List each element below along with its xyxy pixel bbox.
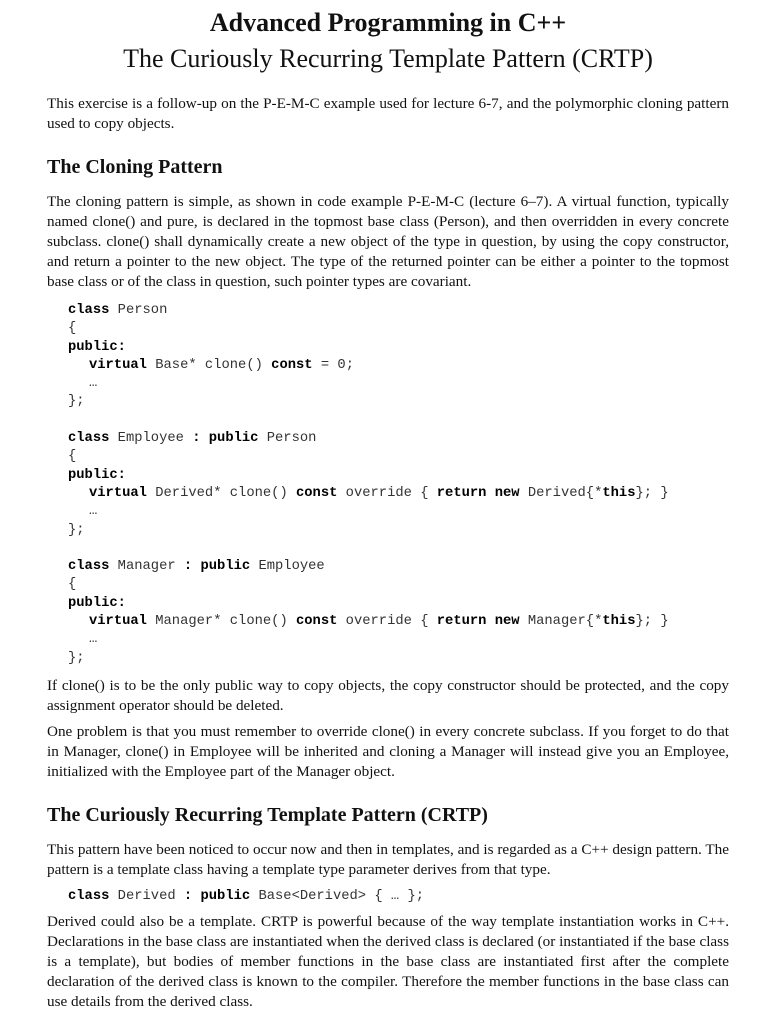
code-text: Manager{*: [519, 614, 603, 630]
code-keyword: : public: [192, 431, 259, 447]
code-keyword: this: [602, 485, 636, 501]
document-title: Advanced Programming in C++: [209, 8, 567, 37]
code-line: [68, 302, 729, 320]
code-text: …: [89, 376, 98, 392]
code-text: Derived{*: [519, 485, 603, 501]
intro-paragraph: This exercise is a follow-up on the P-E-M-C example used for lecture 6-7, and the polymorphic cloning pattern used to copy objects.: [47, 95, 729, 132]
code-keyword: const: [271, 357, 313, 373]
code-line: [68, 576, 729, 594]
code-line: [68, 522, 729, 540]
code-line: [68, 467, 729, 485]
section-heading-cloning: The Cloning Pattern: [47, 156, 223, 178]
code-text: Base<Derived> { … };: [250, 888, 425, 904]
code-line: [68, 613, 729, 631]
code-text: Derived* clone(): [146, 485, 296, 501]
code-text: = 0;: [312, 357, 354, 373]
code-text: Base* clone(): [146, 357, 272, 373]
cloning-paragraph-1: The cloning pattern is simple, as shown in code example P-E-M-C (lecture 6–7). A virtual function, typically named clone() and pure, is declared in the topmost base class (Person), and then overridden in every concrete subclass. clone() shall dynamically create a new object of the type in question, by using the copy constructor, and return a pointer to the new object. The type of the returned pointer can be either a pointer to the topmost base class or of the class in question, such pointer types are covariant.: [47, 193, 729, 290]
code-line: [68, 485, 729, 503]
code-keyword: const: [296, 485, 338, 501]
code-line: [68, 339, 729, 357]
code-line: [68, 503, 729, 521]
code-block-person: [47, 302, 729, 412]
code-text: {: [68, 321, 77, 337]
code-text: Person: [109, 303, 168, 318]
code-text: Derived: [109, 888, 184, 904]
document-subtitle: The Curiously Recurring Template Pattern (CRTP): [123, 44, 653, 73]
document-page: [47, 6, 729, 1012]
code-line: [68, 430, 729, 448]
code-keyword: : public: [183, 888, 251, 904]
code-line: [68, 393, 729, 411]
code-line: [68, 448, 729, 466]
code-keyword: public:: [68, 339, 126, 355]
code-keyword: : public: [183, 559, 251, 575]
code-line-crtp: [47, 888, 729, 906]
code-text: override {: [337, 614, 437, 630]
code-text: {: [68, 449, 77, 465]
code-text: Manager* clone(): [146, 614, 296, 630]
code-line: [68, 650, 729, 668]
code-keyword: this: [602, 614, 636, 630]
code-text: };: [68, 394, 85, 410]
code-keyword: class: [68, 303, 110, 318]
code-keyword: public:: [68, 595, 126, 611]
code-line: [68, 888, 729, 906]
code-line: [68, 375, 729, 393]
code-keyword: return new: [436, 485, 520, 501]
code-text: …: [89, 632, 98, 648]
section-heading-crtp: The Curiously Recurring Template Pattern (CRTP): [47, 803, 488, 826]
code-text: }; }: [635, 485, 669, 501]
code-line: [68, 320, 729, 338]
code-text: {: [68, 577, 77, 593]
code-block-employee: [47, 430, 729, 540]
code-keyword: public:: [68, 467, 126, 483]
code-text: Manager: [109, 559, 184, 575]
code-text: Employee: [250, 559, 325, 575]
code-text: };: [68, 522, 85, 538]
cloning-paragraph-2: If clone() is to be the only public way to copy objects, the copy constructor should be protected, and the copy assignment operator should be deleted.: [47, 676, 729, 714]
code-text: override {: [337, 485, 437, 501]
cloning-paragraph-3: One problem is that you must remember to override clone() in every concrete subclass. If you forget to do that in Manager, clone() in Employee will be inherited and cloning a Manager will instead give you an Employee, initialized with the Employee part of the Manager object.: [47, 722, 729, 780]
code-text: Person: [258, 431, 317, 447]
code-block-manager: [47, 558, 729, 668]
code-text: }; }: [635, 614, 669, 630]
code-text: Employee: [109, 431, 193, 447]
code-keyword: virtual: [89, 485, 147, 501]
code-keyword: virtual: [89, 357, 147, 373]
crtp-paragraph-1: This pattern have been noticed to occur now and then in templates, and is regarded as a C++ design pattern. The pattern is a template class having a template type parameter derives from that type.: [47, 840, 729, 878]
code-text: };: [68, 650, 85, 666]
code-keyword: const: [296, 614, 338, 630]
code-keyword: virtual: [89, 614, 147, 630]
crtp-paragraph-2: Derived could also be a template. CRTP is powerful because of the way template instantiation works in C++. Declarations in the base class are instantiated when the derived class is declared (or instantiated if the base class is a template), but bodies of member functions in the base class are instantiated first after the complete declaration of the derived class is known to the compiler. Therefore the member functions in the base class can use details from the derived class.: [47, 913, 729, 1011]
code-line: [68, 558, 729, 576]
code-text: …: [89, 504, 98, 520]
code-keyword: class: [68, 431, 110, 447]
code-keyword: class: [68, 559, 110, 575]
code-line: [68, 357, 729, 375]
code-keyword: return new: [436, 614, 520, 630]
code-line: [68, 631, 729, 649]
code-line: [68, 595, 729, 613]
code-keyword: class: [68, 888, 110, 904]
